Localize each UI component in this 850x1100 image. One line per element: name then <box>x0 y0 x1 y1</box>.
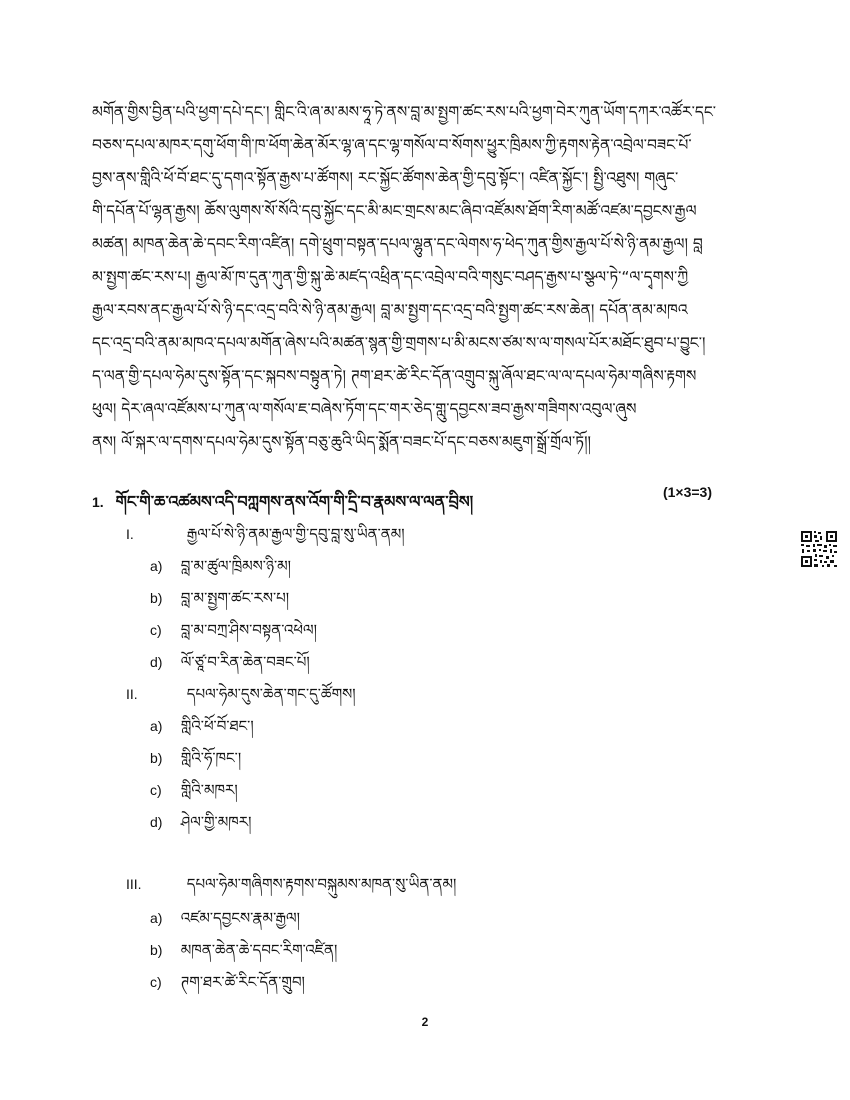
passage-line: ཕུལ། དེར་ཞལ་འཛོམས་པ་ཀུན་ལ་གསོལ་ཇ་བཞེས་ཏོག་དང་གར་ཅེད་གླུ་དབྱངས་ཟབ་རྒྱས་གཟིགས་འབུལ་ཞུས <box>92 400 637 418</box>
subquestion-text: དཔལ་ཧེམ་གཞིགས་རྟགས་བསྐུམས་མཁན་སུ་ཡིན་ནམ། <box>186 875 457 893</box>
option-text: མཁན་ཆེན་ཆེ་དབང་རིག་འཛིན། <box>180 941 338 959</box>
subquestion-1 <box>126 518 405 542</box>
option-letter: c) <box>150 974 162 990</box>
question-heading <box>92 484 712 511</box>
subquestion-number: III. <box>126 876 142 892</box>
option-text: འཛམ་དབྱངས་རྣམ་རྒྱལ། <box>180 909 300 927</box>
option-text: བླ་མ་ཚུལ་ཁྲིམས་ཉི་མ། <box>180 557 291 575</box>
page-number: 2 <box>421 1015 429 1029</box>
option-letter: a) <box>150 558 163 574</box>
passage-line: མཚན། མཁན་ཆེན་ཆེ་དབང་རིག་འཛིན། དགེ་ཕྲུག་བསྟན་དཔལ་ལྷུན་དང་ལེགས་ཧ་ཕེད་ཀུན་གྱིས་རྒྱལ་པོ་སེ་ཉི་ནམ་རྒྱལ། བླ <box>92 235 703 253</box>
question-text: གོང་གི་ཆ་འཚམས་འདི་བཀླགས་ནས་འོག་གི་དྲི་བ་རྣམས་ལ་ལན་བྲིས། <box>115 492 474 511</box>
option-letter: b) <box>150 750 163 766</box>
subquestion-number: II. <box>126 686 138 702</box>
passage-line: མ་སྤྱག་ཚང་རས་པ། རྒྱལ་མོ་ཁ་དུན་ཀུན་གྱི་སྐུ་ཆེ་མཛད་འཕྲིན་དང་འབྲེལ་བའི་གསུང་བཤད་རྒྱས་པ་སྩལ་ཏེ་“ལ་དྭགས་ཀྱི <box>92 268 689 286</box>
option-letter: a) <box>150 910 163 926</box>
qr-code-icon <box>800 530 838 568</box>
option-text: གླིའི་ཧོ་ཁང་། <box>180 749 242 767</box>
option <box>150 710 254 735</box>
option <box>150 614 317 639</box>
option-letter: a) <box>150 718 163 734</box>
subquestion-3 <box>126 868 456 892</box>
option-letter: d) <box>150 814 163 830</box>
passage-line: དང་འདྲ་བའི་ནམ་མཁའ་དཔལ་མགོན་ཞེས་པའི་མཚན་སྙན་གྱི་གྲགས་པ་མི་མངས་ཙམ་ས་ལ་གསལ་པོར་མཐོང་ཐུབ་པ་བྱུང་། <box>92 334 706 352</box>
option <box>150 934 338 959</box>
passage-line: བྱས་ནས་གླིའི་ཕོ་བོ་ཐང་དུ་དགའ་སྟོན་རྒྱས་པ་ཚོགས། རང་སྐྱོང་ཚོགས་ཆེན་གྱི་དབུ་སྟོང་། འཛིན་སྐྱོང་། སྤྱི་འཐུས། གཞུང་ <box>92 169 679 187</box>
option-text: ལོ་ཙཱ་བ་རིན་ཆེན་བཟང་པོ། <box>180 653 310 671</box>
subquestion-text: རྒྱལ་པོ་སེ་ཉི་ནམ་རྒྱལ་གྱི་དབུ་བླ་སུ་ཡིན་ནམ། <box>186 525 405 543</box>
option-text: ཊག་ཐར་ཚེ་རིང་དོན་གྲུབ། <box>180 973 305 991</box>
option-text: བླ་མ་བཀྲ་ཤིས་བསྟན་འཕེལ། <box>180 621 317 639</box>
option <box>150 550 291 575</box>
subquestion-text: དཔལ་ཧེམ་དུས་ཆེན་གང་དུ་ཚོགས། <box>186 685 356 703</box>
option <box>150 646 310 671</box>
option-text: ཤེལ་གྱི་མཁར། <box>180 813 252 831</box>
question-number: 1. <box>92 494 104 510</box>
option <box>150 742 242 767</box>
option-letter: b) <box>150 590 163 606</box>
option <box>150 966 305 991</box>
option-text: བླ་མ་སྤྱག་ཚང་རས་པ། <box>180 589 290 607</box>
subquestion-number: I. <box>126 526 134 542</box>
option-letter: c) <box>150 782 162 798</box>
question-marks: (1×3=3) <box>662 484 712 500</box>
passage-line: ད་ལན་གྱི་དཔལ་ཧེམ་དུས་སྟོན་དང་སྐབས་བསྟུན་ཏེ། ཊག་ཐར་ཚེ་རིང་དོན་འགྲུབ་སྐུ་ཞོལ་ཐང་ལ་ལ་དཔལ་ཧེམ་གཞིས་རྟགས <box>92 367 697 385</box>
option <box>150 774 238 799</box>
option-letter: c) <box>150 622 162 638</box>
option-letter: b) <box>150 942 163 958</box>
option-text: གླིའི་ཕོ་བོ་ཐང་། <box>180 717 254 735</box>
passage-line: རྒྱལ་རབས་ནང་རྒྱལ་པོ་སེ་ཉི་དང་འདྲ་བའི་སེ་ཉི་ནམ་རྒྱལ། བླ་མ་སྤྱག་དང་འདྲ་བའི་སྤྱག་ཚང་རས་ཆེན། དཔོན་ནམ་མཁའ <box>92 301 688 319</box>
option <box>150 582 290 607</box>
passage-line: ནས། ལོ་སྐར་ལ་དགས་དཔལ་ཧེམ་དུས་སྟོན་བཅུ་ཆུའི་ཡིད་སྨོན་བཟང་པོ་དང་བཅས་མཇུག་སྒྲོ་གྲོལ་ཏོ།། <box>92 433 591 451</box>
passage <box>92 96 760 459</box>
option <box>150 806 252 831</box>
passage-line: གི་དཔོན་པོ་ལྷན་རྒྱས། ཆོས་ལུགས་སོ་སོའི་དབུ་སྐྱོང་དང་མི་མང་གྲངས་མང་ཞིབ་འཛོམས་ཐོག་རིག་མཚོ་འཛམ་དབྱངས་རྒྱལ <box>92 202 697 220</box>
subquestion-2 <box>126 678 356 702</box>
passage-line: མགོན་གྱིས་བྱིན་པའི་ཕྱག་དཔེ་དང་། གླིང་འི་ཞ་མ་མས་ཧཱ་ཏེ་ནས་བླ་མ་སྤྱག་ཚང་རས་པའི་ཕྱག་བེར་ཀུན་ཡོག་དཀར་འཚོར་དང་ <box>92 103 717 121</box>
option-letter: d) <box>150 654 163 670</box>
option <box>150 902 300 927</box>
passage-line: བཅས་དཔལ་མཁར་དགུ་ཕོག་གི་ཁ་ཕོག་ཆེན་མོར་ལྷ་ཞ་དང་ལྷ་གསོལ་བ་སོགས་ཕྱུར་ཁྲིམས་ཀྱི་རྟགས་རྟེན་འབྲེལ་བཟང་པོ་ <box>92 136 692 154</box>
option-text: གླིའི་མཁར། <box>180 781 238 799</box>
